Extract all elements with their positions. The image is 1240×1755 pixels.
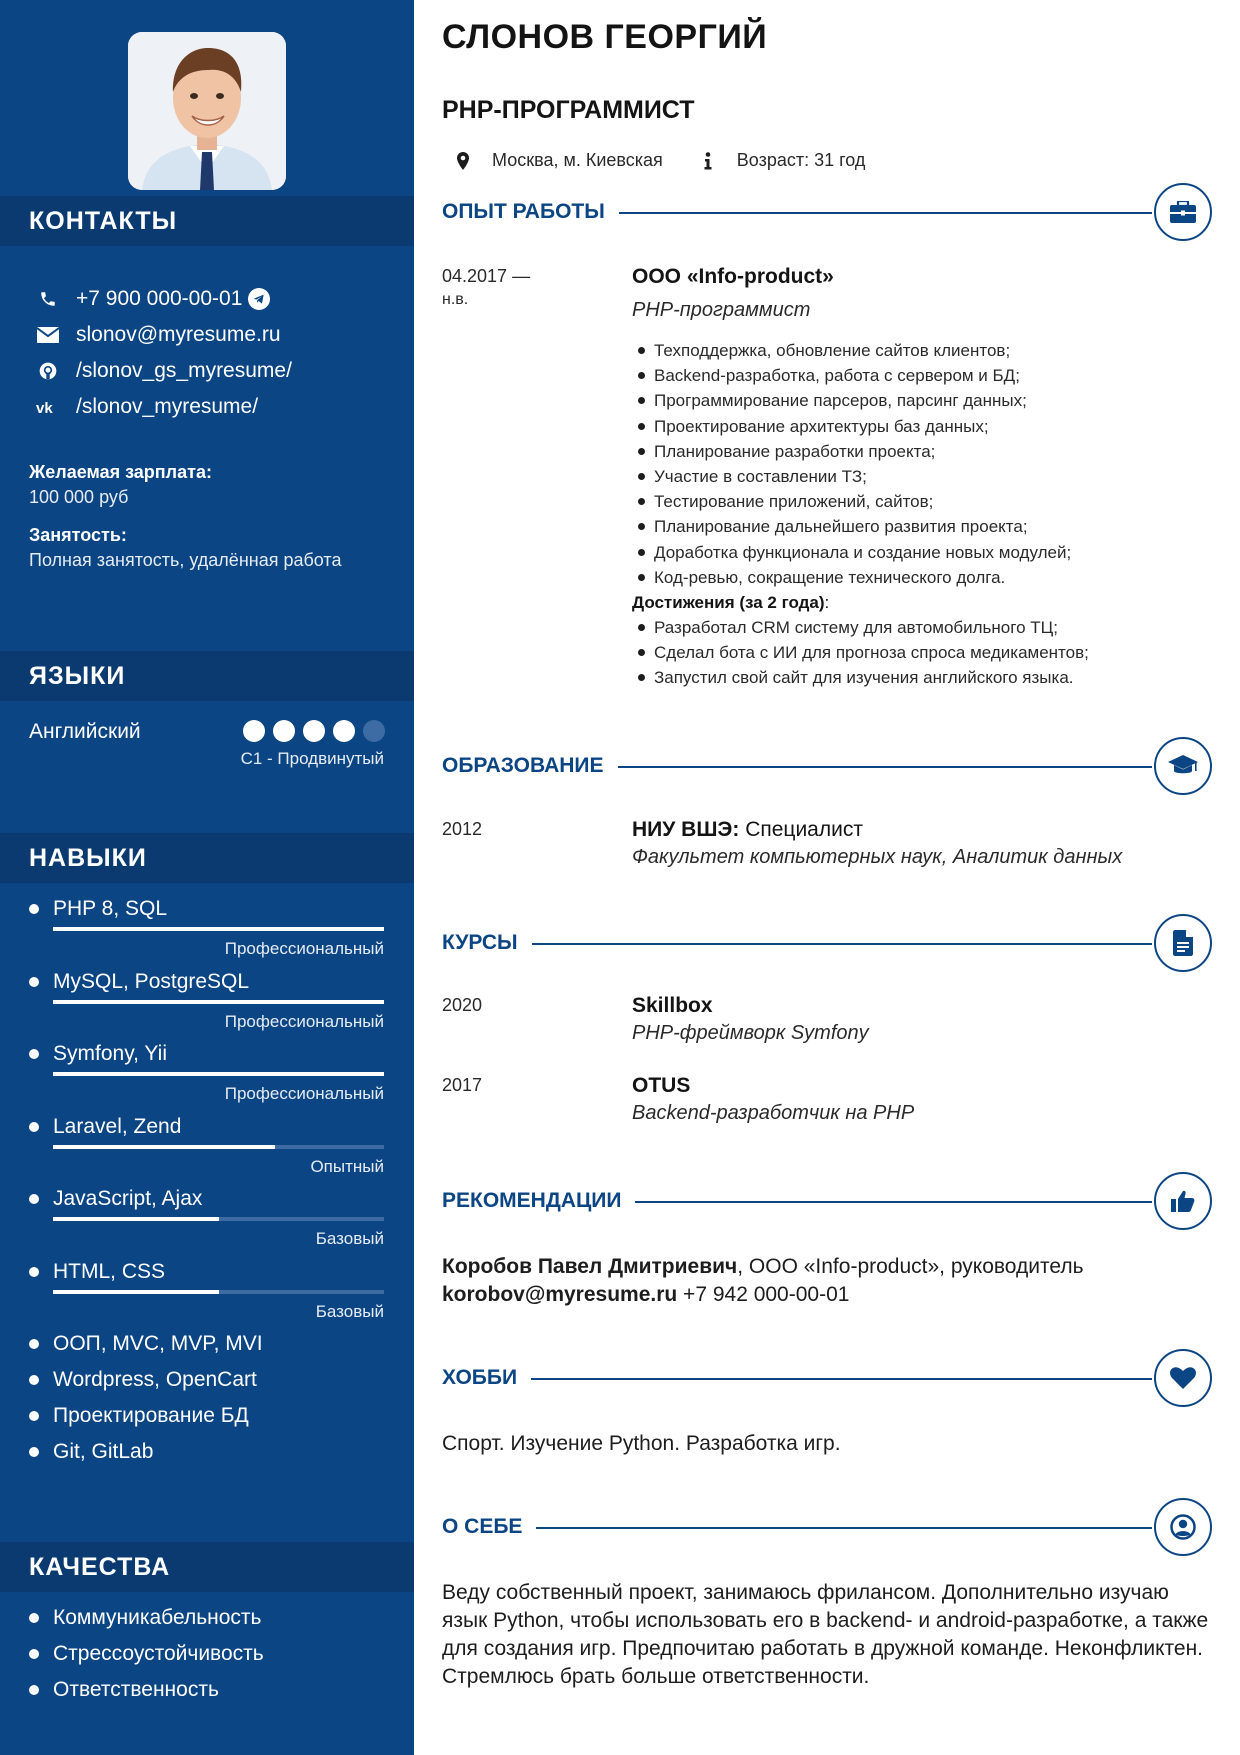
github-text: /slonov_gs_myresume/ [76, 359, 292, 382]
skill-level-bar [53, 1072, 384, 1076]
skill-name: HTML, CSS [53, 1260, 166, 1283]
list-item: Код-ревью, сокращение технического долга. [632, 565, 1212, 590]
bullet-icon [29, 1194, 39, 1204]
skill-item [29, 1187, 384, 1249]
faculty-text: Факультет компьютерных наук, Аналитик данных [632, 846, 1123, 868]
education-section-header [442, 737, 1212, 797]
skill-level-label: Профессиональный [224, 939, 384, 958]
document-icon [1154, 914, 1212, 972]
course-name: Backend-разработчик на PHP [632, 1102, 915, 1124]
duties-list [632, 338, 1212, 590]
skill-name-row [29, 1042, 384, 1066]
skill-simple-item [29, 1332, 263, 1356]
bullet-icon [29, 977, 39, 987]
quality-item [29, 1606, 261, 1630]
achievements-list [632, 615, 1212, 691]
bullet-icon [29, 1375, 39, 1385]
skill-item [29, 1042, 384, 1104]
skill-name: Laravel, Zend [53, 1115, 182, 1138]
skill-level-label: Базовый [315, 1302, 384, 1321]
list-item: Backend-разработка, работа с сервером и БД; [632, 363, 1212, 388]
info-icon [699, 152, 717, 170]
skill-level-fill [53, 1145, 275, 1149]
list-item: Сделал бота с ИИ для прогноза спроса медикаментов; [632, 640, 1212, 665]
recommendation-contact-line [442, 1281, 1212, 1309]
experience-section-header [442, 183, 1212, 243]
skill-simple-text: Git, GitLab [53, 1440, 154, 1463]
courses-heading: КУРСЫ [442, 931, 532, 955]
skill-name: PHP 8, SQL [53, 897, 168, 920]
list-item: Участие в составлении ТЗ; [632, 464, 1212, 489]
skill-item [29, 1260, 384, 1322]
telegram-icon[interactable] [248, 288, 270, 310]
sidebar [0, 0, 414, 1755]
company-name: ООО «Info-product» [632, 265, 834, 288]
course-entry [632, 1074, 1212, 1125]
list-item: Планирование разработки проекта; [632, 439, 1212, 464]
github-row[interactable] [36, 356, 292, 386]
skill-simple-text: Wordpress, OpenCart [53, 1368, 257, 1391]
skill-name-row [29, 1187, 384, 1211]
phone-text: +7 900 000-00-01 [76, 287, 243, 310]
bullet-icon [29, 1122, 39, 1132]
about-text: Веду собственный проект, занимаюсь фрилансом. Дополнительно изучаю язык Python, чтобы использовать его в backend- и android-разработке, а также для создания игр. Предпочитаю работать в дружной команде. Неконфликтен. Стремлюсь брать больше ответственности. [442, 1581, 1209, 1688]
skill-level-label: Профессиональный [224, 1084, 384, 1103]
skill-simple-text: ООП, MVC, MVP, MVI [53, 1332, 263, 1355]
recommender-phone: +7 942 000-00-01 [677, 1283, 850, 1306]
person-position: PHP-ПРОГРАММИСТ [442, 96, 695, 124]
skill-simple-text: Проектирование БД [53, 1404, 249, 1427]
course-name: PHP-фреймворк Symfony [632, 1022, 869, 1044]
education-heading: ОБРАЗОВАНИЕ [442, 754, 618, 778]
thumbs-up-icon [1154, 1172, 1212, 1230]
about-heading: О СЕБЕ [442, 1515, 536, 1539]
achievements-title: Достижения (за 2 года) [632, 593, 825, 613]
heart-icon [1154, 1349, 1212, 1407]
skill-item [29, 1115, 384, 1177]
quality-item [29, 1678, 219, 1702]
language-level: C1 - Продвинутый [240, 749, 384, 768]
recommender-name: Коробов Павел Дмитриевич [442, 1255, 738, 1278]
recommendations-section-header [442, 1172, 1212, 1232]
skill-level-bar [53, 927, 384, 931]
quality-text: Коммуникабельность [53, 1606, 262, 1629]
courses-section-header [442, 914, 1212, 974]
vk-text: /slonov_myresume/ [76, 395, 259, 418]
skills-heading: НАВЫКИ [0, 833, 414, 883]
contacts-heading: КОНТАКТЫ [0, 196, 414, 246]
achievements-colon: : [824, 593, 830, 613]
skill-name: Symfony, Yii [53, 1042, 167, 1065]
experience-heading: ОПЫТ РАБОТЫ [442, 200, 619, 224]
map-pin-icon [454, 152, 472, 170]
language-rating [243, 720, 393, 742]
skill-level-label: Профессиональный [224, 1012, 384, 1031]
education-entry [632, 818, 1212, 869]
quality-text: Ответственность [53, 1678, 219, 1701]
list-item: Техподдержка, обновление сайтов клиентов; [632, 338, 1212, 363]
employment-label: Занятость: [29, 525, 127, 545]
list-item: Тестирование приложений, сайтов; [632, 489, 1212, 514]
skill-level-fill [53, 1290, 219, 1294]
education-institution [632, 818, 1212, 842]
bullet-icon [29, 1411, 39, 1421]
about-section-header [442, 1498, 1212, 1558]
list-item: Программирование парсеров, парсинг данных; [632, 388, 1212, 413]
course-entry [632, 994, 1212, 1045]
degree-text: Специалист [739, 818, 863, 841]
hobby-section-header [442, 1349, 1212, 1409]
list-item: Планирование дальнейшего развития проекта; [632, 514, 1212, 539]
email-row[interactable] [36, 320, 281, 350]
user-circle-icon [1154, 1498, 1212, 1556]
location-text: Москва, м. Киевская [492, 150, 663, 170]
skill-simple-item [29, 1368, 257, 1392]
bullet-icon [29, 1049, 39, 1059]
recommendation-person-line [442, 1253, 1212, 1281]
achievements-heading [632, 590, 1212, 615]
rating-dot [333, 720, 355, 742]
recommender-details: , ООО «Info-product», руководитель [737, 1255, 1084, 1278]
skill-level-label: Опытный [310, 1157, 384, 1176]
course-org: Skillbox [632, 994, 713, 1017]
job-role: PHP-программист [632, 299, 811, 321]
education-year: 2012 [442, 819, 483, 839]
course-org: OTUS [632, 1074, 691, 1097]
bullet-icon [29, 1339, 39, 1349]
skill-level-fill [53, 927, 384, 931]
info-row [454, 150, 865, 171]
svg-text:vk: vk [36, 400, 53, 415]
skill-level-bar [53, 1145, 384, 1149]
rating-dot [363, 720, 385, 742]
language-name: Английский [29, 720, 141, 743]
bullet-icon [29, 1267, 39, 1277]
skill-simple-item [29, 1440, 153, 1464]
bullet-icon [29, 1613, 39, 1623]
bullet-icon [29, 904, 39, 914]
salary-label: Желаемая зарплата: [29, 462, 212, 482]
skill-name-row [29, 1260, 384, 1284]
person-name: СЛОНОВ ГЕОРГИЙ [442, 18, 768, 56]
divider-line [442, 943, 1152, 945]
experience-date-start: 04.2017 — [442, 266, 531, 286]
skill-level-fill [53, 1072, 384, 1076]
list-item: Запустил свой сайт для изучения английского языка. [632, 665, 1212, 690]
vk-row[interactable] [36, 392, 258, 422]
divider-line [442, 1378, 1152, 1380]
course-year: 2017 [442, 1075, 483, 1095]
briefcase-icon [1154, 183, 1212, 241]
experience-date-end: н.в. [442, 291, 469, 308]
recommendations-heading: РЕКОМЕНДАЦИИ [442, 1189, 635, 1213]
skill-name-row [29, 897, 384, 921]
hobby-text: Спорт. Изучение Python. Разработка игр. [442, 1432, 841, 1455]
skill-name: MySQL, PostgreSQL [53, 970, 250, 993]
profile-photo [128, 32, 286, 190]
bullet-icon [29, 1447, 39, 1457]
skill-level-bar [53, 1000, 384, 1004]
skill-item [29, 897, 384, 959]
github-icon [36, 359, 60, 383]
rating-dot [243, 720, 265, 742]
skill-simple-item [29, 1404, 249, 1428]
skill-item [29, 970, 384, 1032]
email-text: slonov@myresume.ru [76, 323, 281, 346]
qualities-heading: КАЧЕСТВА [0, 1542, 414, 1592]
divider-line [442, 1527, 1152, 1529]
envelope-icon [36, 323, 60, 347]
main-content [414, 0, 1240, 1755]
list-item: Разработал CRM систему для автомобильного ТЦ; [632, 615, 1212, 640]
graduation-cap-icon [1154, 737, 1212, 795]
age-text: Возраст: 31 год [736, 150, 866, 170]
salary-value: 100 000 руб [29, 487, 129, 507]
skill-level-bar [53, 1290, 384, 1294]
hobby-heading: ХОББИ [442, 1366, 531, 1390]
quality-text: Стрессоустойчивость [53, 1642, 264, 1665]
rating-dot [303, 720, 325, 742]
skill-level-label: Базовый [315, 1229, 384, 1248]
bullet-icon [29, 1649, 39, 1659]
list-item: Доработка функционала и создание новых модулей; [632, 540, 1212, 565]
skill-level-fill [53, 1000, 384, 1004]
languages-heading: ЯЗЫКИ [0, 651, 414, 701]
recommender-email[interactable]: korobov@myresume.ru [442, 1283, 678, 1306]
rating-dot [273, 720, 295, 742]
phone-row[interactable] [36, 284, 270, 314]
employment-value: Полная занятость, удалённая работа [29, 550, 342, 570]
skill-level-fill [53, 1217, 219, 1221]
skill-name-row [29, 1115, 384, 1139]
experience-entry [632, 265, 1212, 691]
bullet-icon [29, 1685, 39, 1695]
quality-item [29, 1642, 264, 1666]
vk-icon [36, 395, 60, 419]
school-name: НИУ ВШЭ: [632, 818, 740, 841]
skill-name-row [29, 970, 384, 994]
phone-icon [36, 287, 60, 311]
list-item: Проектирование архитектуры баз данных; [632, 414, 1212, 439]
course-year: 2020 [442, 995, 483, 1015]
skill-name: JavaScript, Ajax [53, 1187, 203, 1210]
skill-level-bar [53, 1217, 384, 1221]
